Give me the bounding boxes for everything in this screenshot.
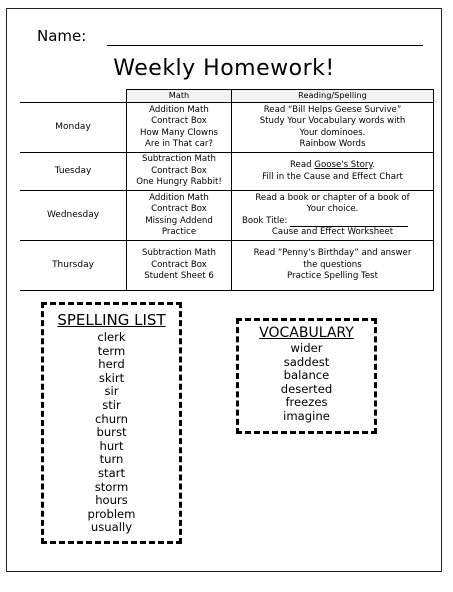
blank-header-cell [20, 90, 127, 103]
table-header-row [20, 90, 434, 103]
math-cell [127, 191, 232, 241]
table-row-tuesday [20, 153, 434, 191]
math-line: Are in That car? [145, 139, 213, 149]
table-row-wednesday [20, 191, 434, 241]
name-line [107, 45, 423, 46]
book-title-label: Book Title: [242, 215, 288, 226]
reading-line [234, 160, 431, 172]
math-cell [127, 153, 232, 191]
math-line: Student Sheet 6 [144, 271, 214, 282]
vocabulary-title: VOCABULARY [259, 325, 354, 341]
book-title-line [234, 216, 431, 228]
reading-line: Practice Spelling Test [287, 271, 378, 282]
reading-suffix: . [372, 160, 376, 170]
math-cell [127, 103, 232, 153]
book-title-blank [290, 217, 408, 227]
reading-line: Your dominoes. [299, 127, 366, 138]
vocabulary-box [236, 318, 377, 434]
reading-line: Cause and Effect Worksheet [271, 227, 394, 237]
spelling-word: hurt [99, 438, 124, 453]
spelling-word: clerk [97, 330, 126, 344]
reading-cell [232, 241, 434, 291]
reading-line: Read “Penny's Birthday” and answer [253, 248, 412, 259]
math-cell [127, 241, 232, 291]
spelling-word: turn [99, 452, 124, 467]
spelling-word: problem [87, 506, 136, 521]
vocabulary-word: saddest [283, 354, 330, 369]
vocabulary-word: imagine [283, 408, 330, 423]
day-cell: Monday [20, 103, 127, 153]
reading-line: Fill in the Cause and Effect Chart [262, 171, 403, 182]
homework-table [20, 89, 434, 291]
reading-column-header: Reading/Spelling [232, 90, 434, 103]
spelling-word: stir [102, 397, 121, 412]
table-row-thursday [20, 241, 434, 291]
spelling-word: skirt [98, 370, 125, 385]
math-line: Addition Math [149, 104, 209, 115]
reading-line: the questions [303, 259, 362, 270]
reading-line: Study Your Vocabulary words with [259, 116, 406, 126]
spelling-word: herd [98, 357, 125, 372]
spelling-word: storm [94, 479, 129, 494]
math-line: Contract Box [151, 165, 207, 176]
math-line: How Many Clowns [139, 127, 219, 138]
math-line: Practice [161, 227, 197, 237]
math-line: Addition Math [149, 192, 209, 203]
spelling-list-title: SPELLING LIST [57, 311, 166, 329]
reading-line: Read “Bill Helps Geese Survive” [263, 104, 402, 115]
spelling-word: sir [104, 384, 119, 399]
math-line: Missing Addend [145, 215, 213, 226]
spelling-word: term [97, 343, 126, 358]
story-title: Goose's Story [314, 160, 373, 170]
reading-cell [232, 103, 434, 153]
page-title: Weekly Homework! [113, 56, 335, 81]
vocabulary-word: deserted [280, 381, 333, 396]
vocabulary-word: wider [290, 341, 323, 355]
spelling-word: churn [95, 411, 128, 426]
spelling-word: hours [95, 493, 128, 508]
math-line: Contract Box [151, 259, 207, 270]
table-row-monday [20, 103, 434, 153]
name-label: Name: [37, 27, 87, 45]
math-line: Subtraction Math [142, 248, 216, 259]
reading-line: Your choice. [306, 204, 359, 214]
vocabulary-word: balance [283, 368, 330, 383]
day-cell: Wednesday [20, 191, 127, 241]
day-cell: Thursday [20, 241, 127, 291]
reading-prefix: Read [289, 160, 315, 170]
spelling-word: start [97, 465, 125, 480]
reading-line: Read a book or chapter of a book of [255, 192, 410, 203]
day-cell: Tuesday [20, 153, 127, 191]
spelling-list-box [41, 302, 182, 544]
reading-line: Rainbow Words [299, 139, 366, 149]
math-line: Contract Box [151, 204, 207, 214]
reading-cell [232, 191, 434, 241]
spelling-word: usually [90, 520, 133, 535]
math-line: Subtraction Math [142, 154, 216, 165]
reading-cell [232, 153, 434, 191]
spelling-word: burst [96, 425, 127, 440]
math-line: Contract Box [151, 116, 207, 126]
math-line: One Hungry Rabbit! [136, 177, 222, 188]
math-column-header: Math [127, 90, 232, 103]
vocabulary-word: freezes [285, 395, 328, 410]
